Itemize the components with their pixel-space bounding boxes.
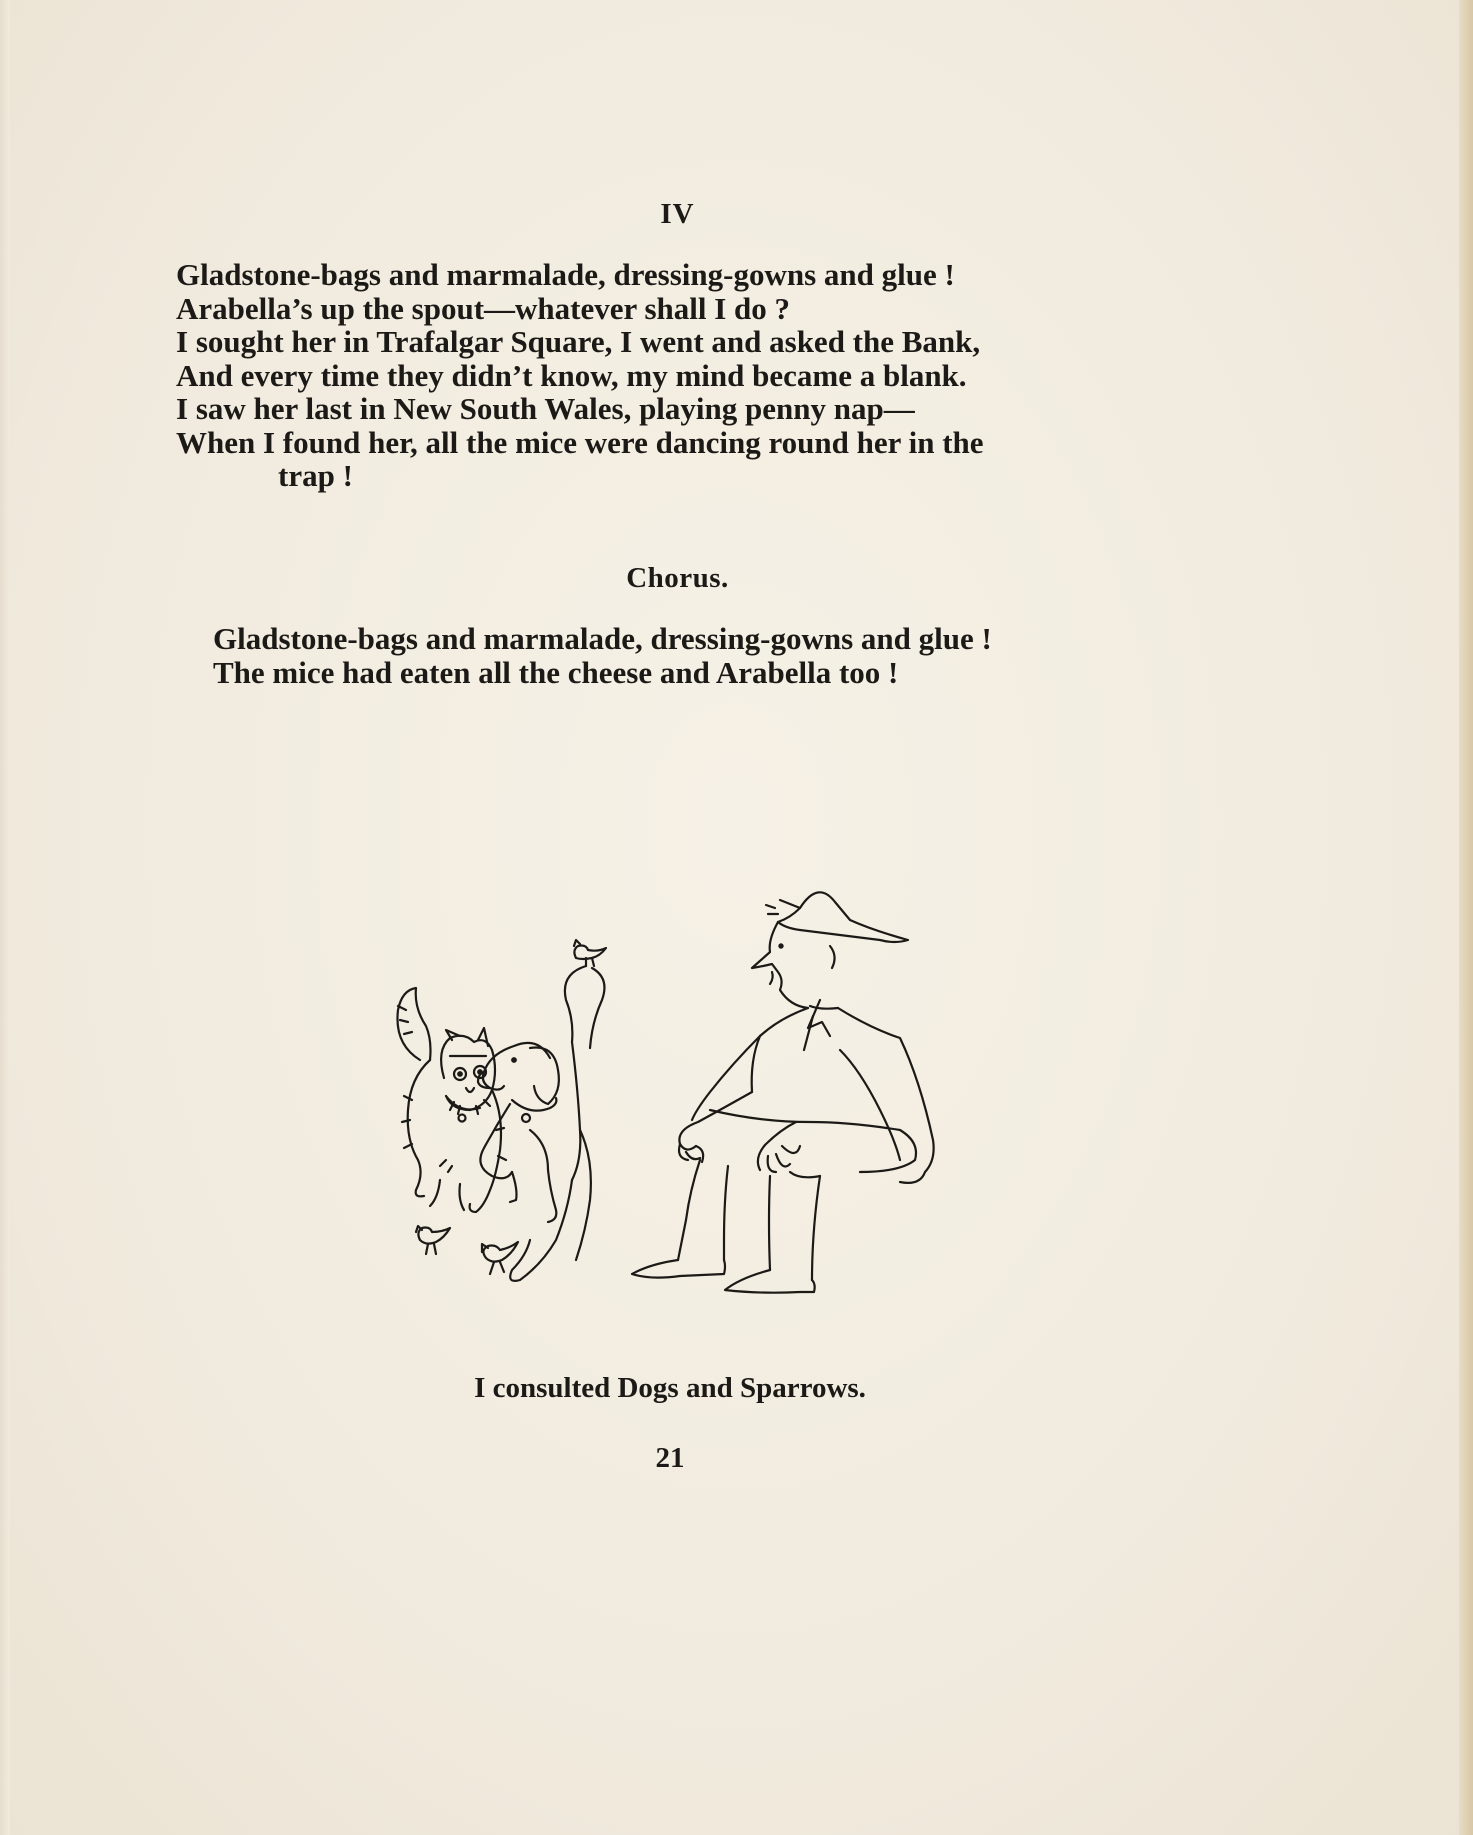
page-left-edge	[0, 0, 10, 1835]
chorus-heading: Chorus.	[626, 562, 729, 594]
verse-line: And every time they didn’t know, my mind became a blank.	[176, 357, 967, 393]
man-dogs-sparrows-illustration	[380, 860, 1000, 1340]
verse-line: When I found her, all the mice were dancing round her in the	[176, 424, 984, 460]
chorus-line: Gladstone-bags and marmalade, dressing-gowns and glue !	[213, 621, 992, 656]
page-number: 21	[655, 1442, 685, 1474]
section-numeral: IV	[660, 198, 695, 230]
illustration-caption: I consulted Dogs and Sparrows.	[474, 1372, 866, 1404]
verse-line-continuation: trap !	[278, 458, 353, 493]
terrier-figure	[397, 988, 506, 1212]
verse-line: I sought her in Trafalgar Square, I went and asked the Bank,	[176, 324, 981, 359]
chorus-stanza	[213, 622, 1213, 690]
chorus-line: The mice had eaten all the cheese and Arabella too !	[213, 655, 899, 690]
verse-line: Gladstone-bags and marmalade, dressing-gowns and glue !	[176, 257, 955, 292]
tall-dog-figure	[478, 940, 606, 1281]
man-figure	[632, 892, 934, 1292]
verse-line: Arabella’s up the spout—whatever shall I do ?	[176, 290, 791, 326]
sparrow-birds	[416, 1226, 518, 1274]
verse-stanza	[176, 258, 1216, 493]
verse-line: I saw her last in New South Wales, playing penny nap—	[176, 391, 915, 426]
page-right-edge	[1459, 0, 1473, 1835]
